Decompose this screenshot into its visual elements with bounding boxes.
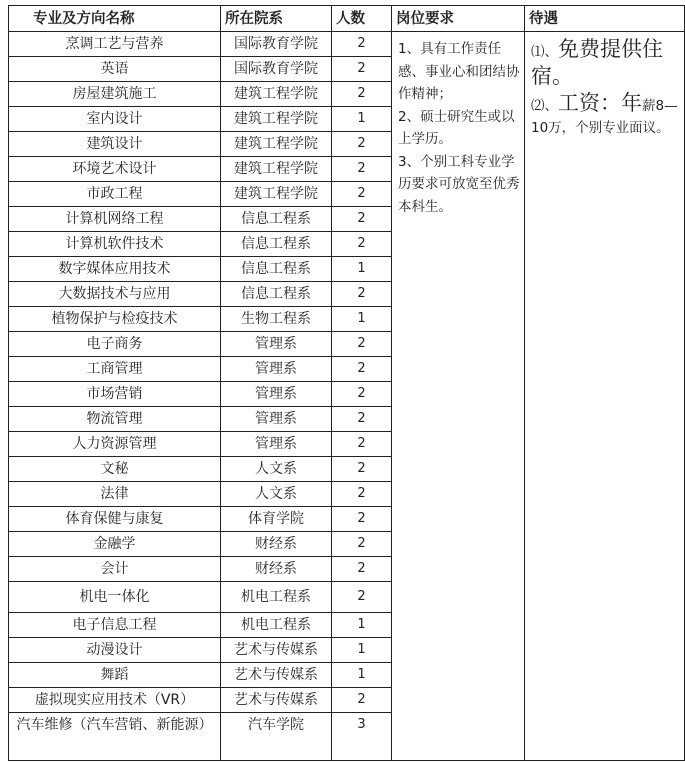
department-cell: 信息工程系 [221, 207, 332, 232]
department-cell: 艺术与传媒系 [221, 638, 332, 663]
count-cell: 2 [332, 232, 392, 257]
requirement-item: 3、个别工科专业学历要求可放宽至优秀本科生。 [398, 153, 520, 215]
count-cell: 1 [332, 638, 392, 663]
department-cell: 建筑工程学院 [221, 107, 332, 132]
major-cell: 大数据技术与应用 [9, 282, 221, 307]
count-cell: 2 [332, 482, 392, 507]
table-row [9, 32, 685, 57]
department-cell: 机电工程系 [221, 613, 332, 638]
major-cell: 计算机网络工程 [9, 207, 221, 232]
count-cell: 2 [332, 532, 392, 557]
major-cell: 动漫设计 [9, 638, 221, 663]
major-cell: 体育保健与康复 [9, 507, 221, 532]
major-cell: 房屋建筑施工 [9, 82, 221, 107]
department-cell: 管理系 [221, 407, 332, 432]
major-cell: 机电一体化 [9, 582, 221, 613]
department-cell: 信息工程系 [221, 257, 332, 282]
count-cell: 2 [332, 82, 392, 107]
major-cell: 数字媒体应用技术 [9, 257, 221, 282]
major-cell: 虚拟现实应用技术（VR） [9, 688, 221, 713]
department-cell: 汽车学院 [221, 713, 332, 761]
department-cell: 机电工程系 [221, 582, 332, 613]
count-cell: 1 [332, 613, 392, 638]
count-cell: 2 [332, 57, 392, 82]
department-cell: 国际教育学院 [221, 32, 332, 57]
department-cell: 国际教育学院 [221, 57, 332, 82]
count-cell: 1 [332, 663, 392, 688]
header-benefits: 待遇 [525, 6, 685, 32]
count-cell: 2 [332, 407, 392, 432]
count-cell: 2 [332, 32, 392, 57]
header-department: 所在院系 [221, 6, 332, 32]
major-cell: 舞蹈 [9, 663, 221, 688]
department-cell: 管理系 [221, 432, 332, 457]
department-cell: 建筑工程学院 [221, 182, 332, 207]
requirements-text [392, 32, 524, 218]
department-cell: 艺术与传媒系 [221, 688, 332, 713]
major-cell: 工商管理 [9, 357, 221, 382]
table-body [9, 32, 685, 761]
major-cell: 英语 [9, 57, 221, 82]
major-cell: 建筑设计 [9, 132, 221, 157]
major-cell: 室内设计 [9, 107, 221, 132]
major-cell: 环境艺术设计 [9, 157, 221, 182]
count-cell: 2 [332, 282, 392, 307]
major-cell: 法律 [9, 482, 221, 507]
department-cell: 信息工程系 [221, 282, 332, 307]
count-cell: 2 [332, 332, 392, 357]
department-cell: 建筑工程学院 [221, 157, 332, 182]
count-cell: 2 [332, 132, 392, 157]
count-cell: 1 [332, 257, 392, 282]
benefit-2-salary-label: 工资：年 [558, 91, 642, 115]
table-header-row [9, 6, 685, 32]
department-cell: 管理系 [221, 332, 332, 357]
count-cell: 2 [332, 688, 392, 713]
count-cell: 2 [332, 557, 392, 582]
department-cell: 信息工程系 [221, 232, 332, 257]
requirements-cell [392, 32, 525, 761]
department-cell: 财经系 [221, 532, 332, 557]
major-cell: 金融学 [9, 532, 221, 557]
benefits-cell [525, 32, 685, 761]
major-cell: 人力资源管理 [9, 432, 221, 457]
department-cell: 人文系 [221, 457, 332, 482]
benefit-1-text: 免费提供住宿。 [531, 37, 663, 88]
department-cell: 艺术与传媒系 [221, 663, 332, 688]
major-cell: 电子商务 [9, 332, 221, 357]
count-cell: 2 [332, 382, 392, 407]
count-cell: 2 [332, 457, 392, 482]
benefit-item-2 [531, 90, 680, 139]
major-cell: 计算机软件技术 [9, 232, 221, 257]
benefit-2-prefix: ⑵、 [531, 98, 558, 114]
recruitment-table [8, 5, 685, 761]
count-cell: 1 [332, 107, 392, 132]
count-cell: 3 [332, 713, 392, 761]
count-cell: 2 [332, 182, 392, 207]
department-cell: 体育学院 [221, 507, 332, 532]
department-cell: 财经系 [221, 557, 332, 582]
benefit-2-text: 薪8—10万，个别专业面议。 [531, 98, 678, 136]
header-major: 专业及方向名称 [9, 6, 221, 32]
count-cell: 2 [332, 432, 392, 457]
major-cell: 烹调工艺与营养 [9, 32, 221, 57]
major-cell: 市场营销 [9, 382, 221, 407]
header-requirements: 岗位要求 [392, 6, 525, 32]
major-cell: 汽车维修（汽车营销、新能源） [9, 713, 221, 761]
department-cell: 生物工程系 [221, 307, 332, 332]
benefit-1-prefix: ⑴、 [531, 44, 558, 60]
department-cell: 管理系 [221, 382, 332, 407]
benefits-text [525, 32, 684, 139]
department-cell: 建筑工程学院 [221, 132, 332, 157]
department-cell: 管理系 [221, 357, 332, 382]
requirement-item: 2、硕士研究生或以上学历。 [398, 108, 515, 147]
major-cell: 文秘 [9, 457, 221, 482]
count-cell: 2 [332, 207, 392, 232]
count-cell: 2 [332, 157, 392, 182]
count-cell: 2 [332, 357, 392, 382]
major-cell: 会计 [9, 557, 221, 582]
benefit-item-1 [531, 36, 680, 90]
requirement-item: 1、具有工作责任感、事业心和团结协作精神； [398, 41, 520, 102]
count-cell: 2 [332, 507, 392, 532]
major-cell: 物流管理 [9, 407, 221, 432]
count-cell: 2 [332, 582, 392, 613]
major-cell: 电子信息工程 [9, 613, 221, 638]
department-cell: 建筑工程学院 [221, 82, 332, 107]
department-cell: 人文系 [221, 482, 332, 507]
major-cell: 市政工程 [9, 182, 221, 207]
count-cell: 1 [332, 307, 392, 332]
major-cell: 植物保护与检疫技术 [9, 307, 221, 332]
header-count: 人数 [332, 6, 392, 32]
